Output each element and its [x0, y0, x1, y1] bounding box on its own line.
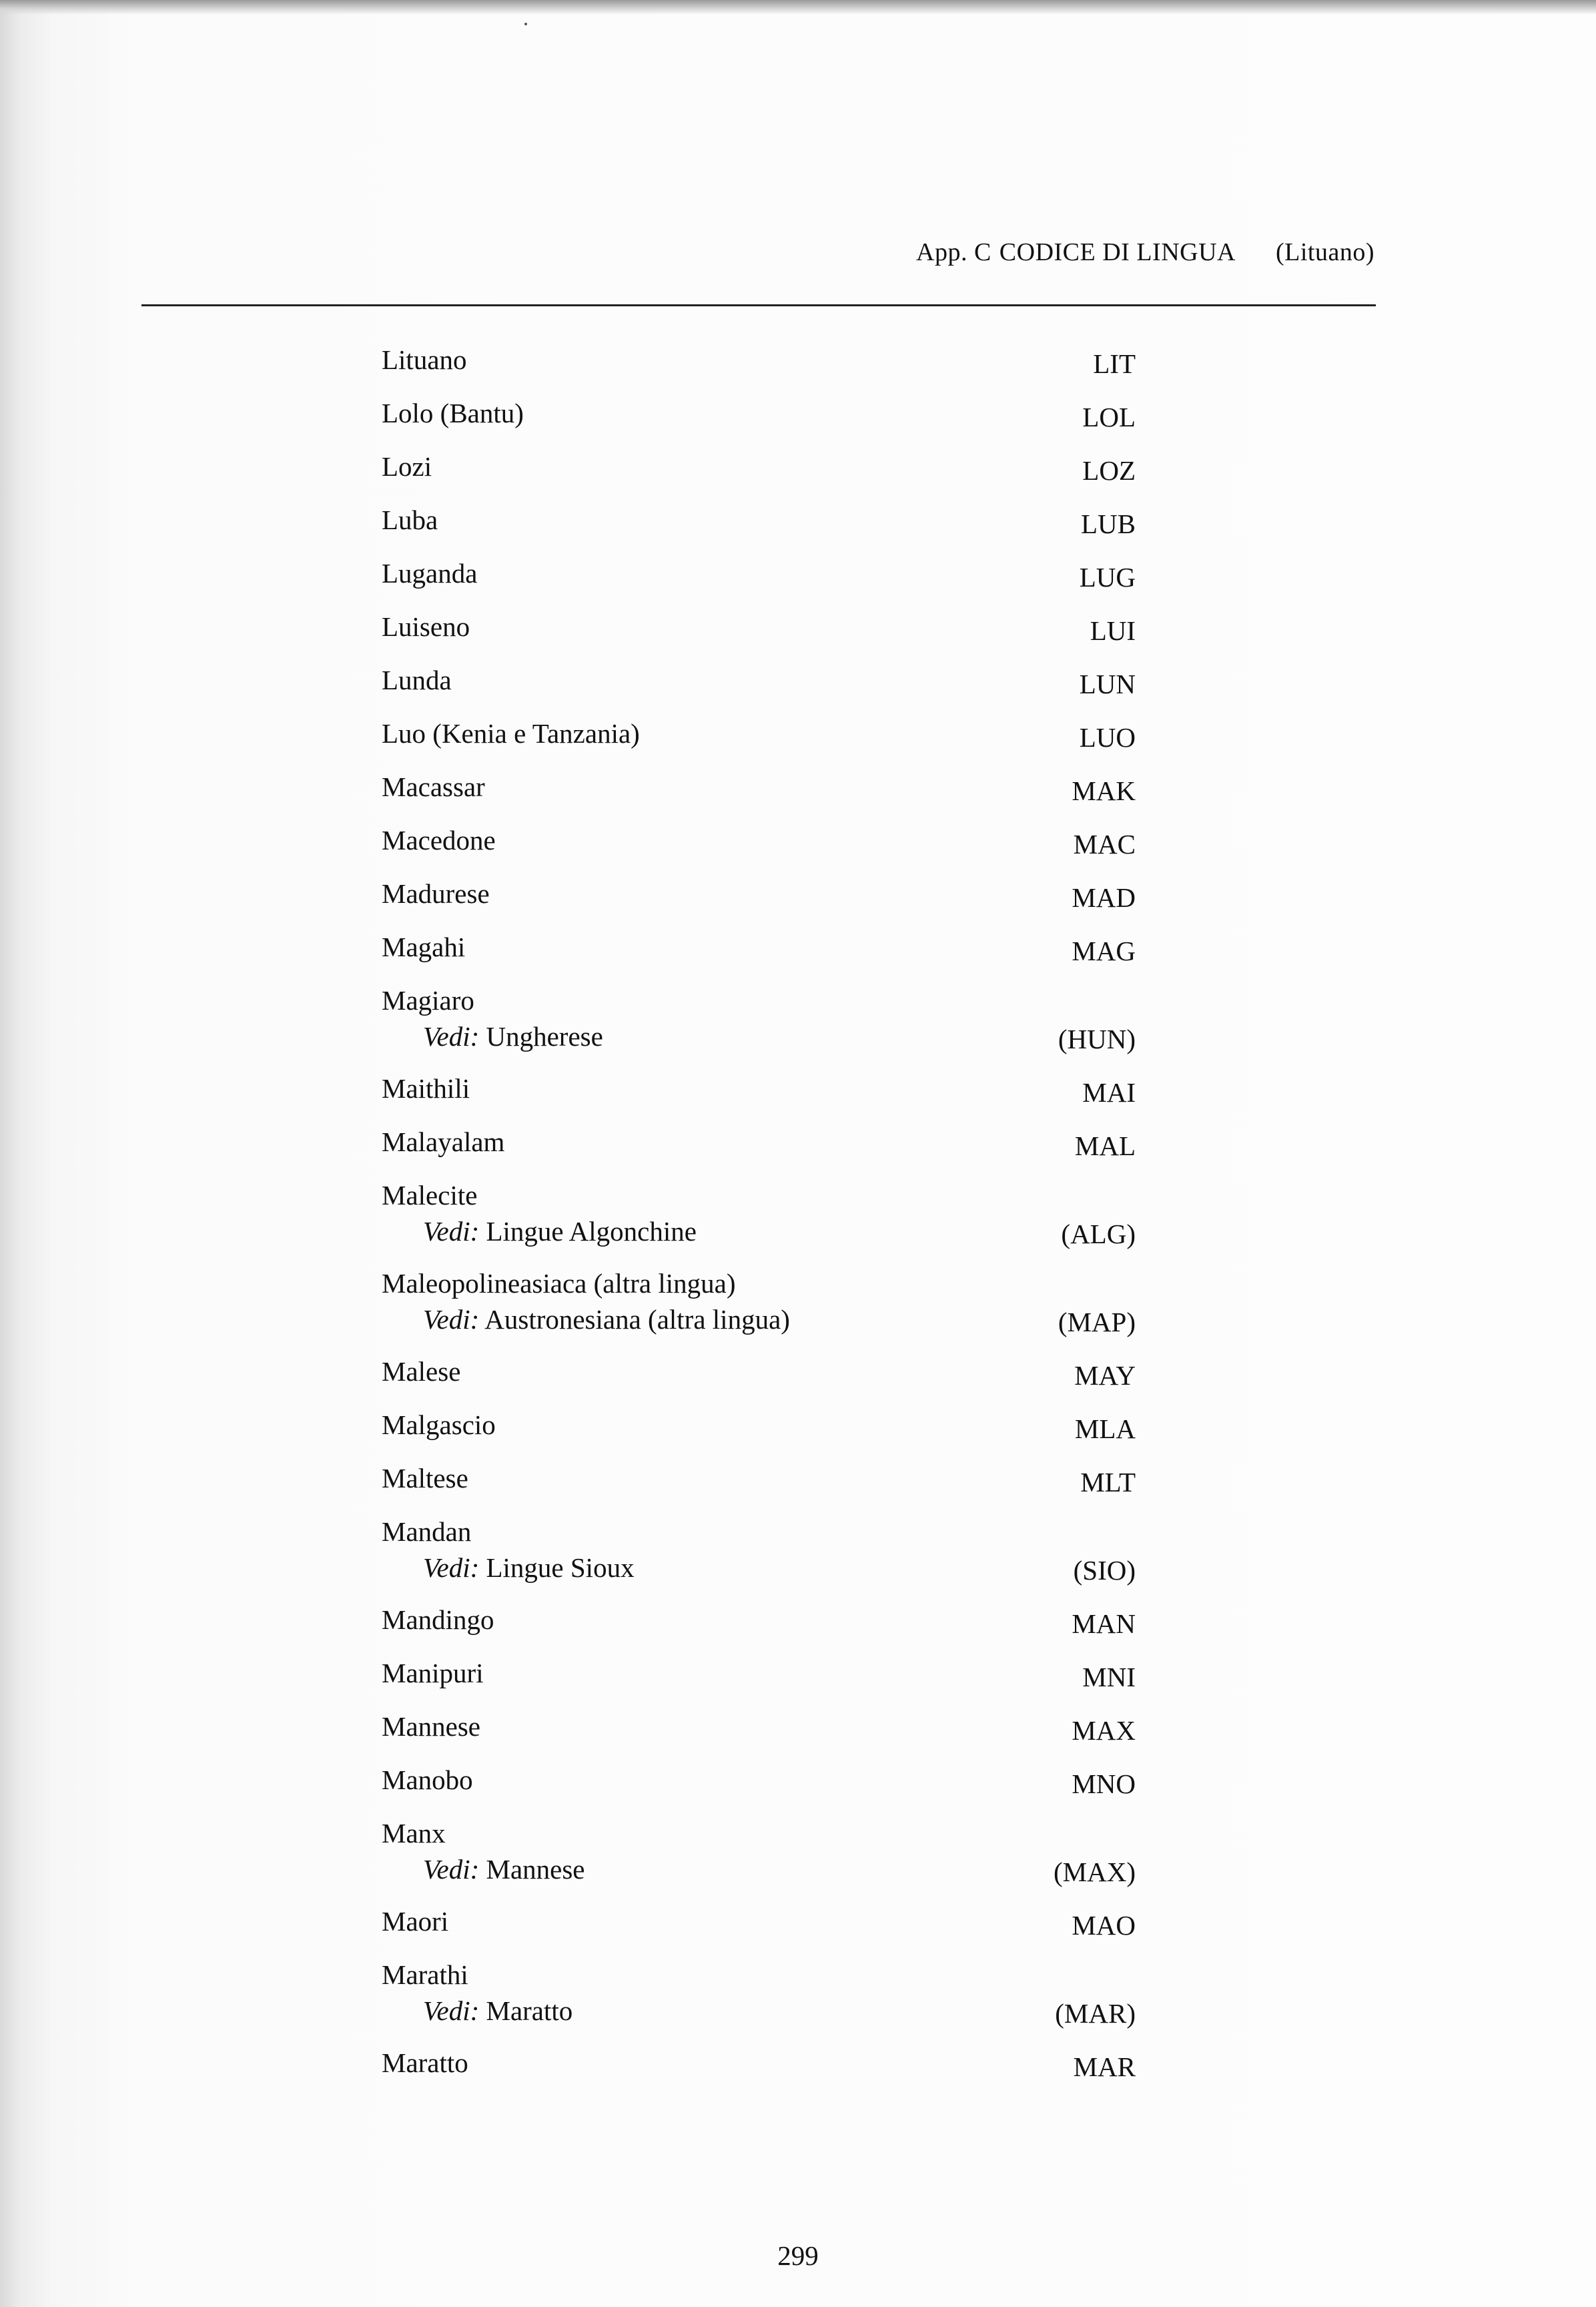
see-reference: [382, 1851, 1136, 1887]
language-name: Lolo (Bantu): [382, 398, 524, 428]
see-reference: [382, 1018, 1136, 1054]
language-entry: [382, 2045, 1136, 2081]
language-code: (MAR): [1055, 1998, 1136, 2029]
language-name: Malecite: [382, 1180, 478, 1211]
language-name: Malayalam: [382, 1126, 505, 1157]
page-number: 299: [777, 2240, 819, 2271]
language-entry: [382, 502, 1136, 538]
language-name: Malgascio: [382, 1409, 496, 1440]
language-name: Lozi: [382, 451, 432, 482]
language-code: LOZ: [1082, 455, 1136, 486]
language-entry: [382, 1762, 1136, 1798]
see-reference: [382, 1213, 1136, 1249]
language-name: Mandingo: [382, 1604, 494, 1635]
language-code: MNI: [1082, 1662, 1136, 1692]
language-name: Manx: [382, 1818, 446, 1849]
language-name: Luganda: [382, 558, 478, 589]
see-label: Vedi:: [423, 1854, 480, 1885]
header-range: (Lituano): [1275, 238, 1374, 266]
language-entry: [382, 1957, 1136, 2029]
language-name: Maori: [382, 1906, 449, 1937]
language-name: Maithili: [382, 1073, 470, 1104]
language-entry: [382, 1815, 1136, 1887]
language-entry: [382, 1903, 1136, 1939]
language-code: MLA: [1074, 1413, 1136, 1444]
header-section: CODICE DI LINGUA: [999, 238, 1236, 266]
language-code: MAI: [1082, 1077, 1136, 1108]
language-entry: [382, 1177, 1136, 1249]
language-name: Luba: [382, 505, 438, 535]
language-code: LUG: [1079, 562, 1136, 593]
language-entry: [382, 1602, 1136, 1638]
see-target: Lingue Sioux: [486, 1552, 635, 1583]
language-entry: [382, 395, 1136, 431]
language-entry: [382, 448, 1136, 484]
see-target: Maratto: [486, 1995, 573, 2026]
language-entry: [382, 929, 1136, 965]
language-code: (SIO): [1073, 1555, 1136, 1586]
language-code: MAX: [1072, 1715, 1136, 1746]
running-header: [916, 238, 1374, 267]
language-entry: [382, 1460, 1136, 1496]
language-name: Manobo: [382, 1764, 473, 1795]
language-name: Macassar: [382, 771, 485, 802]
language-entry: [382, 769, 1136, 805]
see-reference: [382, 1993, 1136, 2029]
language-name: Macedone: [382, 825, 496, 856]
language-entry: [382, 876, 1136, 912]
language-name: Luiseno: [382, 611, 470, 642]
language-code: MAR: [1073, 2051, 1136, 2082]
see-reference: [382, 1301, 1136, 1337]
see-target: Ungherese: [486, 1021, 603, 1052]
language-name: Mandan: [382, 1516, 472, 1547]
language-code: LUO: [1079, 722, 1136, 753]
language-entry: [382, 342, 1136, 378]
language-entry: [382, 555, 1136, 591]
language-code: (ALG): [1061, 1219, 1136, 1249]
language-name: Manipuri: [382, 1658, 484, 1688]
header-rule: [141, 304, 1376, 306]
see-target: Austronesiana (altra lingua): [484, 1304, 790, 1335]
language-code: (HUN): [1058, 1024, 1136, 1054]
language-code: LIT: [1093, 348, 1136, 379]
header-appendix: App. C: [916, 238, 991, 266]
language-code: MAG: [1072, 936, 1136, 966]
see-target: Mannese: [486, 1854, 585, 1885]
language-code: LUI: [1090, 615, 1136, 646]
language-name: Maltese: [382, 1463, 468, 1494]
language-entry: [382, 1708, 1136, 1744]
language-entry: [382, 1655, 1136, 1691]
language-entry: [382, 609, 1136, 645]
language-name: Magahi: [382, 932, 466, 962]
language-entry: [382, 1353, 1136, 1389]
see-label: Vedi:: [423, 1552, 480, 1583]
language-name: Malese: [382, 1356, 461, 1387]
language-code: MAK: [1072, 775, 1136, 806]
language-code: MAL: [1074, 1130, 1136, 1161]
language-entry: [382, 982, 1136, 1054]
see-label: Vedi:: [423, 1995, 480, 2026]
language-entry: [382, 1407, 1136, 1443]
scan-edge-shadow: [0, 0, 1596, 15]
language-name: Marathi: [382, 1959, 468, 1990]
language-entry: [382, 1070, 1136, 1106]
see-reference: [382, 1550, 1136, 1586]
language-code: MNO: [1072, 1768, 1136, 1799]
language-name: Maleopolineasiaca (altra lingua): [382, 1268, 736, 1299]
language-name: Lunda: [382, 665, 452, 695]
language-name: Magiaro: [382, 985, 474, 1016]
language-code: (MAX): [1054, 1857, 1136, 1887]
language-code: MAN: [1072, 1608, 1136, 1639]
language-entry: [382, 822, 1136, 858]
language-entry: [382, 1124, 1136, 1160]
language-code: MAY: [1074, 1360, 1136, 1391]
language-code: MLT: [1080, 1467, 1136, 1498]
scan-speck: [524, 23, 527, 25]
language-code: LUN: [1079, 669, 1136, 699]
language-entry: [382, 715, 1136, 751]
language-name: Lituano: [382, 344, 467, 375]
language-name: Mannese: [382, 1711, 481, 1742]
see-label: Vedi:: [423, 1216, 480, 1247]
language-code: LUB: [1081, 509, 1136, 539]
language-entry: [382, 662, 1136, 698]
language-code: LOL: [1082, 402, 1136, 432]
language-code: (MAP): [1058, 1307, 1136, 1337]
language-entry: [382, 1265, 1136, 1337]
see-target: Lingue Algonchine: [486, 1216, 697, 1247]
see-label: Vedi:: [423, 1304, 480, 1335]
see-label: Vedi:: [423, 1021, 480, 1052]
language-code: MAC: [1073, 829, 1136, 860]
language-name: Madurese: [382, 878, 490, 909]
language-entry: [382, 1514, 1136, 1586]
language-code: MAD: [1072, 882, 1136, 913]
language-code: MAO: [1072, 1910, 1136, 1941]
language-name: Maratto: [382, 2047, 468, 2078]
language-code-list: [382, 342, 1136, 2098]
language-name: Luo (Kenia e Tanzania): [382, 718, 640, 749]
